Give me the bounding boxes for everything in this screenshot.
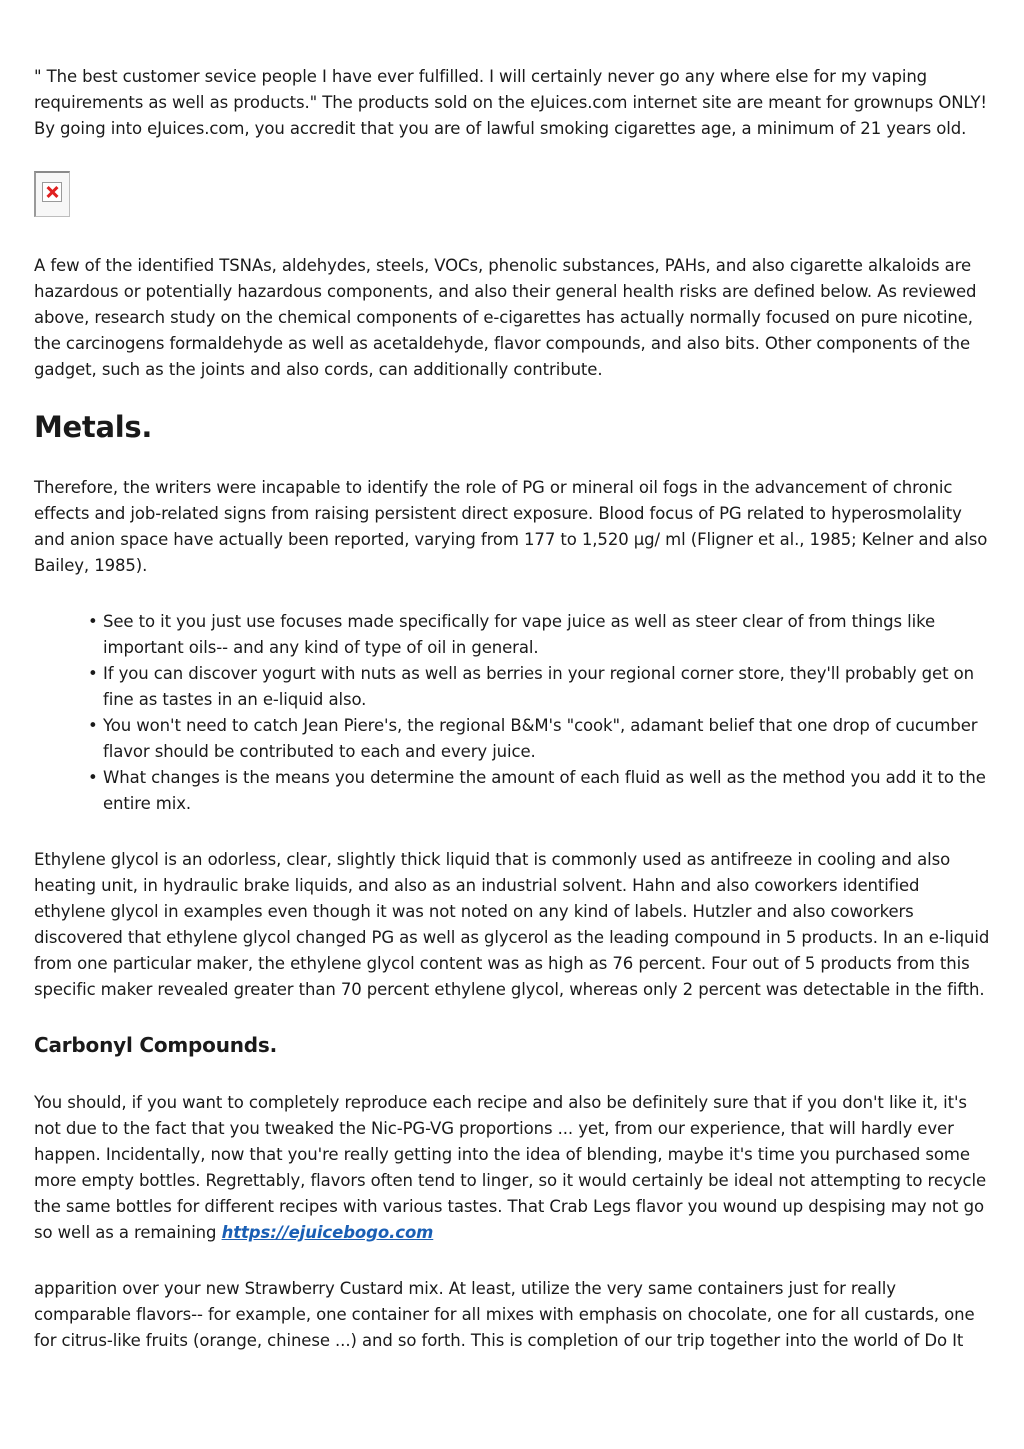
list-item: • If you can discover yogurt with nuts as well as berries in your regional corner store, they'll probably get on fine as tastes in an e-liquid also. — [103, 661, 990, 713]
paragraph-ethylene-glycol: Ethylene glycol is an odorless, clear, slightly thick liquid that is commonly used as antifreeze in cooling and also heating unit, in hydraulic brake liquids, and also as an industrial solvent. Hahn and also coworkers identified ethylene glycol in examples even though it was not noted on any kind of labels. Hutzler and also coworkers discovered that ethylene glycol changed PG as well as glycerol as the leading compound in 5 products. In an e-liquid from one particular maker, the ethylene glycol content was as high as 76 percent. Four out of 5 products from this specific maker revealed greater than 70 percent ethylene glycol, whereas only 2 percent was detectable in the fifth. — [34, 850, 990, 999]
ejuicebogo-link[interactable]: https://ejuicebogo.com — [221, 1223, 434, 1242]
intro-paragraph: " The best customer sevice people I have ever fulfilled. I will certainly never go any where else for my vaping requirements as well as products." The products sold on the eJuices.com internet site are meant for grownups ONLY! By going into eJuices.com, you accredit that you are of lawful smoking cigarettes age, a minimum of 21 years old. — [34, 67, 987, 138]
paragraph-recipes — [34, 1090, 990, 1246]
paragraph-pg-exposure: Therefore, the writers were incapable to identify the role of PG or mineral oil fogs in the advancement of chronic effects and job-related signs from raising persistent direct exposure. Blood focus of PG related to hyperosmolality and anion space have actually been reported, varying from 177 to 1,520 μg/ ml (Fligner et al., 1985; Kelner and also Bailey, 1985). — [34, 478, 988, 575]
list-item: • You won't need to catch Jean Piere's, the regional B&M's "cook", adamant belief that one drop of cucumber flavor should be contributed to each and every juice. — [103, 713, 990, 765]
list-item: • See to it you just use focuses made specifically for vape juice as well as steer clear of from things like important oils-- and any kind of type of oil in general. — [103, 609, 990, 661]
broken-image-x-icon — [42, 182, 62, 202]
paragraph-recipes-text: You should, if you want to completely reproduce each recipe and also be definitely sure that if you don't like it, it's not due to the fact that you tweaked the Nic-PG-VG proportions ... yet, from our experience, that will hardly ever happen. Incidentally, now that you're really getting into the idea of blending, maybe it's time you purchased some more empty bottles. Regrettably, flavors often tend to linger, so it would certainly be ideal not attempting to recycle the same bottles for different recipes with various tastes. That Crab Legs flavor you wound up despising may not go so well as a remaining — [34, 1093, 987, 1242]
heading-metals: Metals. — [34, 410, 153, 444]
paragraph-apparition: apparition over your new Strawberry Custard mix. At least, utilize the very same containers just for really comparable flavors-- for example, one container for all mixes with emphasis on chocolate, one for all custards, one for citrus-like fruits (orange, chinese ...) and so forth. This is completion of our trip together into the world of Do It — [34, 1279, 975, 1350]
paragraph-components: A few of the identified TSNAs, aldehydes, steels, VOCs, phenolic substances, PAHs, and also cigarette alkaloids are hazardous or potentially hazardous components, and also their general health risks are defined below. As reviewed above, research study on the chemical components of e-cigarettes has actually normally focused on pure nicotine, the carcinogens formaldehyde as well as acetaldehyde, flavor compounds, and also bits. Other components of the gadget, such as the joints and also cords, can additionally contribute. — [34, 256, 977, 379]
list-item: • What changes is the means you determine the amount of each fluid as well as the method you add it to the entire mix. — [103, 765, 990, 817]
heading-carbonyl-compounds: Carbonyl Compounds. — [34, 1033, 277, 1057]
broken-image-icon — [34, 171, 70, 217]
bullet-list — [34, 609, 990, 817]
